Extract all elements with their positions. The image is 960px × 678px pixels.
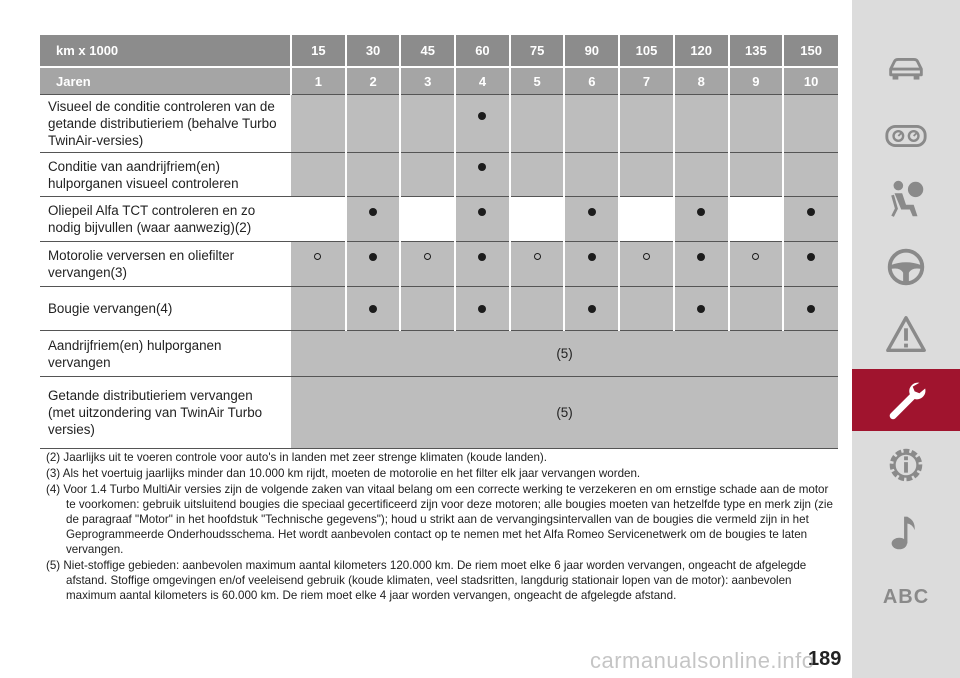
schedule-cell (291, 95, 346, 153)
schedule-cell (510, 287, 565, 331)
nav-maintenance[interactable] (852, 369, 960, 431)
operation-required-mark (478, 305, 486, 313)
year-col: 2 (346, 67, 401, 95)
schedule-cell (783, 153, 838, 197)
schedule-cell (729, 287, 784, 331)
schedule-cell (455, 95, 510, 153)
footnote: (4) Voor 1.4 Turbo MultiAir versies zijn de volgende zaken van vitaal belang om een correcte werking te verzekeren en om ernstige schade aan de motor te voorkomen: gebruik uitsluitend bougies die speciaal gecertificeerd zijn voor deze motoren; alle bougies moeten van hetzelfde type en merk zijn (zie de paragraaf "Motor" in het hoofdstuk "Technische gegevens"); houd u strikt aan de vervangingsintervallen van de bougies die vermeld zijn in het Geprogrammeerde Onderhoudsschema. Het wordt aanbevolen contact op te nemen met het Alfa Romeo Servicenetwerk om de bougies te laten vervangen. (46, 483, 833, 556)
km-col: 150 (783, 35, 838, 67)
schedule-cell (400, 287, 455, 331)
car-icon (883, 46, 929, 92)
warning-triangle-icon (883, 312, 929, 358)
schedule-cell (400, 197, 455, 242)
schedule-cell (346, 287, 401, 331)
operation-required-mark (588, 253, 596, 261)
year-col: 3 (400, 67, 455, 95)
year-col: 10 (783, 67, 838, 95)
km-col: 15 (291, 35, 346, 67)
operation-required-mark (807, 305, 815, 313)
schedule-cell (729, 153, 784, 197)
schedule-cell (674, 287, 729, 331)
nav-index[interactable] (852, 566, 960, 628)
info-gear-icon (883, 442, 929, 488)
schedule-body (40, 95, 838, 449)
schedule-cell (346, 95, 401, 153)
km-col: 135 (729, 35, 784, 67)
row-label: Getande distributieriem vervangen (met uitzondering van TwinAir Turbo versies) (40, 377, 291, 449)
schedule-cell (564, 287, 619, 331)
row-label: Conditie van aandrijfriem(en) hulporganen visueel controleren (40, 153, 291, 197)
schedule-cell (729, 242, 784, 287)
km-header-label: km x 1000 (40, 35, 291, 67)
airbag-seat-icon (883, 176, 929, 222)
nav-multimedia[interactable] (852, 501, 960, 563)
schedule-cell (455, 197, 510, 242)
nav-technical-data[interactable] (852, 434, 960, 496)
operation-required-mark (478, 208, 486, 216)
operation-required-mark (588, 305, 596, 313)
year-col: 1 (291, 67, 346, 95)
operation-required-mark (697, 208, 705, 216)
km-col: 60 (455, 35, 510, 67)
row-label: Visueel de conditie controleren van de getande distributieriem (behalve Turbo TwinAir-versies) (40, 95, 291, 153)
km-col: 105 (619, 35, 674, 67)
schedule-cell (729, 95, 784, 153)
schedule-cell (291, 153, 346, 197)
row-label: Bougie vervangen(4) (40, 287, 291, 331)
operation-required-mark (478, 163, 486, 171)
operation-required-mark (478, 253, 486, 261)
footnotes (40, 450, 840, 604)
schedule-cell (291, 242, 346, 287)
operation-required-mark (697, 305, 705, 313)
schedule-cell (783, 242, 838, 287)
row-label: Oliepeil Alfa TCT controleren en zo nodig bijvullen (waar aanwezig)(2) (40, 197, 291, 242)
schedule-cell (510, 242, 565, 287)
nav-dashboard[interactable] (852, 105, 960, 167)
row-label: Motorolie verversen en oliefilter vervangen(3) (40, 242, 291, 287)
header-row-km (40, 35, 838, 67)
table-row (40, 242, 838, 287)
schedule-cell (510, 95, 565, 153)
maintenance-schedule-table (40, 35, 838, 449)
operation-required-mark (588, 208, 596, 216)
schedule-cell (564, 95, 619, 153)
km-col: 120 (674, 35, 729, 67)
steering-wheel-icon (883, 244, 929, 290)
schedule-cell (783, 95, 838, 153)
schedule-cell (564, 197, 619, 242)
operation-required-mark (369, 305, 377, 313)
year-col: 7 (619, 67, 674, 95)
km-col: 30 (346, 35, 401, 67)
schedule-cell (619, 95, 674, 153)
schedule-cell (564, 153, 619, 197)
schedule-cell (619, 197, 674, 242)
schedule-cell (674, 242, 729, 287)
schedule-cell (291, 287, 346, 331)
header-row-years (40, 67, 838, 95)
schedule-cell (455, 242, 510, 287)
nav-car[interactable] (852, 38, 960, 100)
schedule-cell (674, 197, 729, 242)
schedule-cell (400, 95, 455, 153)
schedule-cell (346, 153, 401, 197)
schedule-cell (619, 242, 674, 287)
schedule-cell (346, 242, 401, 287)
schedule-cell (400, 242, 455, 287)
operation-required-mark (369, 253, 377, 261)
note-reference-cell: (5) (291, 377, 838, 449)
table-row (40, 377, 838, 449)
operation-required-mark (369, 208, 377, 216)
schedule-cell (291, 197, 346, 242)
schedule-cell (510, 153, 565, 197)
km-col: 45 (400, 35, 455, 67)
operation-required-mark (697, 253, 705, 261)
schedule-cell (510, 197, 565, 242)
note-reference-cell: (5) (291, 331, 838, 377)
years-header-label: Jaren (40, 67, 291, 95)
year-col: 9 (729, 67, 784, 95)
operation-required-mark (807, 253, 815, 261)
km-col: 75 (510, 35, 565, 67)
nav-driving[interactable] (852, 236, 960, 298)
schedule-cell (674, 153, 729, 197)
schedule-cell (400, 153, 455, 197)
schedule-cell (783, 197, 838, 242)
abc-index-label: ABC (882, 585, 930, 608)
footnote: (5) Niet-stoffige gebieden: aanbevolen maximum aantal kilometers 120.000 km. De riem moet elke 6 jaar worden vervangen, ongeacht de afgelegde afstand. Stoffige omgevingen en/of veeleisend gebruik (koude klimaten, veel stadsritten, langdurig stationair lopen van de motor): aanbevolen maximum aantal kilometers is 60.000 km. De riem moet elke 4 jaar worden vervangen, ongeacht de afgelegde afstand. (46, 559, 807, 602)
year-col: 4 (455, 67, 510, 95)
footnote: (3) Als het voertuig jaarlijks minder dan 10.000 km rijdt, moeten de motorolie en het filter elk jaar vervangen worden. (46, 467, 641, 480)
schedule-cell (564, 242, 619, 287)
music-note-icon (883, 509, 929, 555)
schedule-cell (346, 197, 401, 242)
km-col: 90 (564, 35, 619, 67)
nav-safety[interactable] (852, 168, 960, 230)
table-row (40, 287, 838, 331)
schedule-cell (455, 153, 510, 197)
operation-conditional-mark (314, 253, 321, 260)
schedule-cell (619, 287, 674, 331)
page-number: 189 (808, 648, 842, 670)
table-row (40, 153, 838, 197)
wrench-icon (883, 377, 929, 423)
operation-required-mark (807, 208, 815, 216)
table-row (40, 197, 838, 242)
operation-required-mark (478, 112, 486, 120)
schedule-cell (783, 287, 838, 331)
row-label: Aandrijfriem(en) hulporganen vervangen (40, 331, 291, 377)
year-col: 8 (674, 67, 729, 95)
operation-conditional-mark (424, 253, 431, 260)
chapter-sidebar (852, 0, 960, 678)
footnote: (2) Jaarlijks uit te voeren controle voor auto's in landen met zeer strenge klimaten (koude landen). (46, 451, 548, 464)
year-col: 6 (564, 67, 619, 95)
year-col: 5 (510, 67, 565, 95)
schedule-cell (674, 95, 729, 153)
table-row (40, 331, 838, 377)
schedule-cell (455, 287, 510, 331)
dashboard-gauges-icon (883, 113, 929, 159)
table-row (40, 95, 838, 153)
schedule-cell (729, 197, 784, 242)
operation-conditional-mark (752, 253, 759, 260)
operation-conditional-mark (643, 253, 650, 260)
nav-emergency[interactable] (852, 304, 960, 366)
watermark: carmanualsonline.info (590, 648, 815, 673)
schedule-cell (619, 153, 674, 197)
operation-conditional-mark (534, 253, 541, 260)
